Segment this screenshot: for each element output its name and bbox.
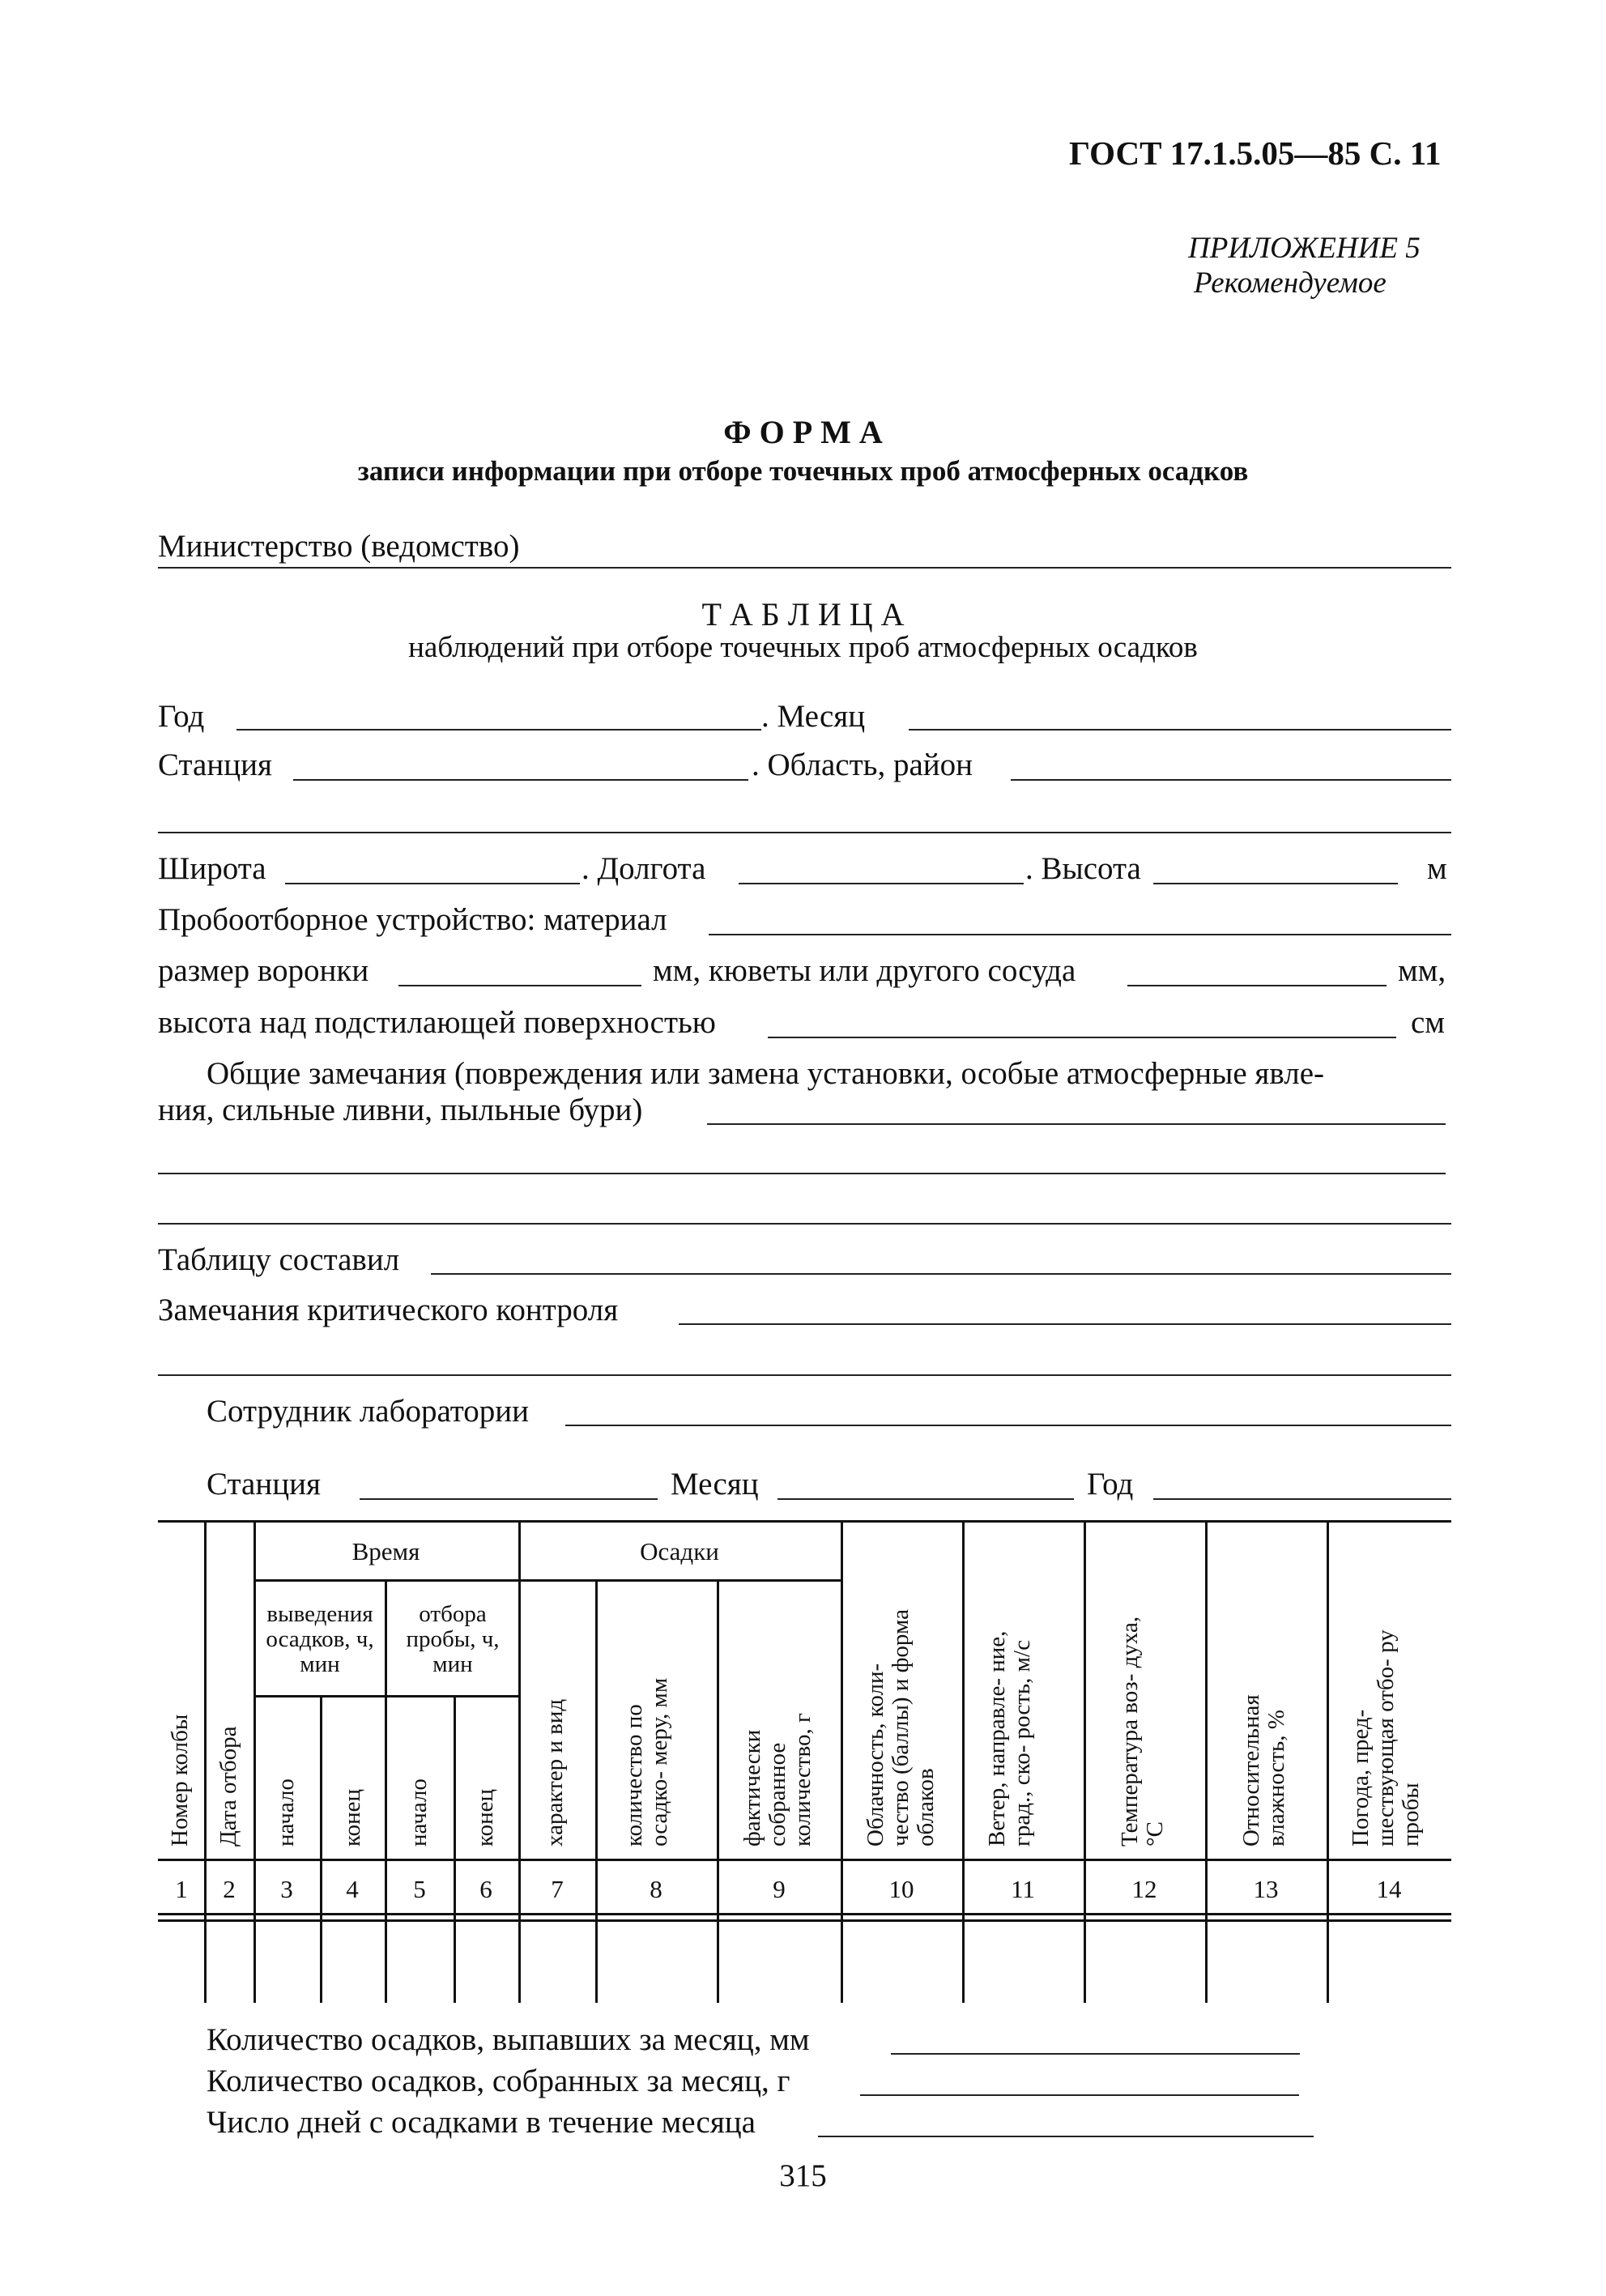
latitude-label: Широта <box>158 851 266 886</box>
lab-worker-label: Сотрудник лаборатории <box>207 1394 530 1429</box>
col-number-5: 5 <box>413 1875 426 1903</box>
year-field[interactable] <box>236 729 761 731</box>
col-number-12: 12 <box>1131 1875 1157 1903</box>
funnel-field[interactable] <box>398 985 641 986</box>
form-subtitle: записи информации при отборе точечных проб атмосферных осадков <box>357 455 1249 487</box>
days-field[interactable] <box>818 2136 1314 2137</box>
longitude-field[interactable] <box>739 883 1024 884</box>
recommended-label: Рекомендуемое <box>1194 266 1387 300</box>
critical-remarks-field-line-2[interactable] <box>158 1374 1451 1376</box>
collected-label: Количество осадков, собранных за месяц, г <box>207 2064 790 2098</box>
fallen-field[interactable] <box>891 2053 1300 2055</box>
ministry-label: Министерство (ведомство) <box>158 529 520 564</box>
latitude-field[interactable] <box>285 883 580 884</box>
surface-height-label: высота над подстилающей поверхностью <box>158 1005 716 1040</box>
month-field[interactable] <box>909 729 1451 731</box>
region-label: . Область, район <box>752 748 973 782</box>
remarks-line-1: Общие замечания (повреждения или замена установки, особые атмосферные явле- <box>207 1056 1324 1091</box>
humidity-header: Относительная влажность, % <box>1238 1694 1289 1847</box>
compiled-by-label: Таблицу составил <box>158 1242 400 1277</box>
col-number-11: 11 <box>1011 1875 1035 1903</box>
release-start-header: начало <box>273 1778 299 1847</box>
col-number-10: 10 <box>888 1875 914 1903</box>
device-label: Пробоотборное устройство: материал <box>158 902 667 937</box>
time-group-header: Время <box>351 1537 420 1565</box>
time-sampling-header: отбора пробы, ч, мин <box>406 1601 500 1677</box>
year-label: Год <box>158 699 205 734</box>
form-title: Ф О Р М А <box>723 414 883 450</box>
weather-header: Погода, пред- шествующая отбо- ру пробы <box>1348 1629 1424 1847</box>
col-number-3: 3 <box>280 1875 293 1903</box>
station-label: Станция <box>158 748 272 782</box>
station2-field[interactable] <box>360 1498 658 1500</box>
cuvette-field[interactable] <box>1127 985 1387 986</box>
col-number-14: 14 <box>1376 1875 1402 1903</box>
cuvette-label: мм, кюветы или другого сосуда <box>653 953 1076 988</box>
precip-collected-header: фактически собранное количество, г <box>739 1713 816 1847</box>
col-number-9: 9 <box>773 1875 786 1903</box>
unit-m: м <box>1427 851 1447 886</box>
remarks-field-line-3[interactable] <box>158 1223 1451 1225</box>
sampling-end-header: конец <box>472 1788 498 1847</box>
release-end-header: конец <box>339 1788 365 1847</box>
ministry-line <box>158 567 1451 569</box>
table-numbers-bottom-2 <box>158 1919 1451 1922</box>
sampling-date-header: Дата отбора <box>215 1726 241 1847</box>
sampling-start-header: начало <box>406 1778 432 1847</box>
height-field[interactable] <box>1153 883 1398 884</box>
gost-header: ГОСТ 17.1.5.05—85 С. 11 <box>1069 134 1442 172</box>
month-label: . Месяц <box>761 699 866 734</box>
col-number-1: 1 <box>175 1875 188 1903</box>
remarks-line-2: ния, сильные ливни, пыльные бури) <box>158 1093 643 1127</box>
unit-cm: см <box>1411 1005 1445 1040</box>
device-field[interactable] <box>709 934 1451 935</box>
fallen-label: Количество осадков, выпавших за месяц, мм <box>207 2022 810 2057</box>
lab-worker-field[interactable] <box>565 1425 1451 1426</box>
table-group-divider <box>253 1579 841 1582</box>
page-number: 315 <box>779 2158 827 2193</box>
unit-mm: мм, <box>1398 953 1446 988</box>
col-number-8: 8 <box>650 1875 662 1903</box>
wind-header: Ветер, направле- ние, град., ско- рость, м/с <box>984 1630 1035 1847</box>
year2-label: Год <box>1087 1467 1134 1502</box>
month2-label: Месяц <box>671 1467 759 1502</box>
station2-label: Станция <box>207 1467 321 1502</box>
appendix-label: ПРИЛОЖЕНИЕ 5 <box>1188 232 1421 265</box>
surface-height-field[interactable] <box>768 1037 1396 1038</box>
col-number-2: 2 <box>223 1875 236 1903</box>
remarks-field-line-2[interactable] <box>158 1173 1446 1174</box>
days-label: Число дней с осадками в течение месяца <box>207 2105 756 2140</box>
month2-field[interactable] <box>777 1498 1074 1500</box>
compiled-by-field[interactable] <box>431 1273 1451 1275</box>
remarks-field[interactable] <box>707 1123 1446 1125</box>
region-field[interactable] <box>1011 779 1451 781</box>
collected-field[interactable] <box>860 2094 1299 2096</box>
temperature-header: Температура воз- духа, °С <box>1117 1616 1168 1847</box>
table-title: Т А Б Л И Ц А <box>701 596 905 633</box>
col-number-6: 6 <box>479 1875 492 1903</box>
precip-amount-header: количество по осадко- меру, мм <box>621 1677 672 1847</box>
funnel-label: размер воронки <box>158 953 369 988</box>
time-release-header: выведения осадков, ч, мин <box>266 1601 374 1677</box>
table-numbers-bottom-1 <box>158 1913 1451 1915</box>
flask-number-header: Номер колбы <box>167 1714 193 1847</box>
table-row[interactable] <box>158 1923 1451 2002</box>
col-number-4: 4 <box>346 1875 359 1903</box>
region-field-line-2[interactable] <box>158 832 1451 833</box>
col-number-7: 7 <box>551 1875 564 1903</box>
table-top-border <box>158 1520 1451 1523</box>
height-label: . Высота <box>1025 851 1141 886</box>
year2-field[interactable] <box>1153 1498 1451 1500</box>
station-field[interactable] <box>293 779 748 781</box>
precip-type-header: характер и вид <box>542 1698 568 1847</box>
table-header-bottom <box>158 1859 1451 1861</box>
longitude-label: . Долгота <box>581 851 706 886</box>
precip-group-header: Осадки <box>640 1537 719 1565</box>
table-subtitle: наблюдений при отборе точечных проб атмосферных осадков <box>408 631 1198 664</box>
critical-remarks-label: Замечания критического контроля <box>158 1293 619 1327</box>
col-number-13: 13 <box>1253 1875 1279 1903</box>
critical-remarks-field[interactable] <box>679 1323 1451 1325</box>
clouds-header: Облачность, коли- чество (баллы) и форма облаков <box>863 1609 939 1847</box>
